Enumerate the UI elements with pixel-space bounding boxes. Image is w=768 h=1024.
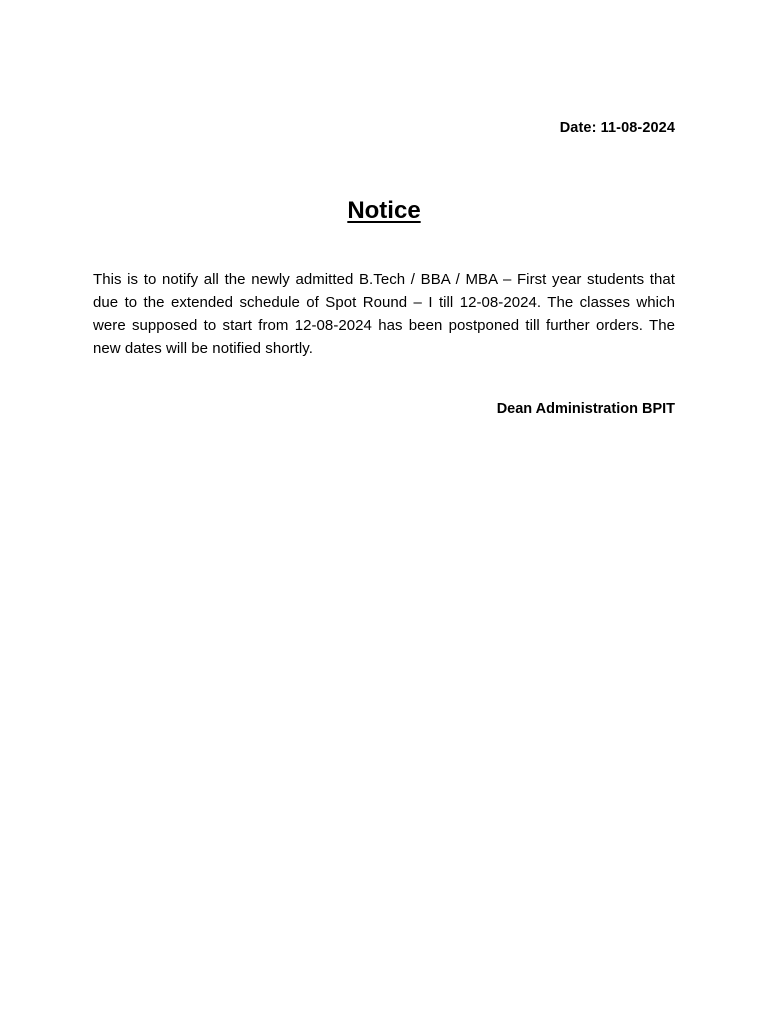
notice-date: Date: 11-08-2024 <box>559 120 675 136</box>
notice-body: This is to notify all the newly admitted B.Tech / BBA / MBA – First year students that due to the extended schedule of Spot Round – I till 12-08-2024. The classes which were supposed to start from 12-08-2024 has been postponed till further orders. The new dates will be notified shortly. <box>93 271 675 357</box>
notice-title: Notice <box>347 197 421 224</box>
notice-signature: Dean Administration BPIT <box>496 401 675 417</box>
